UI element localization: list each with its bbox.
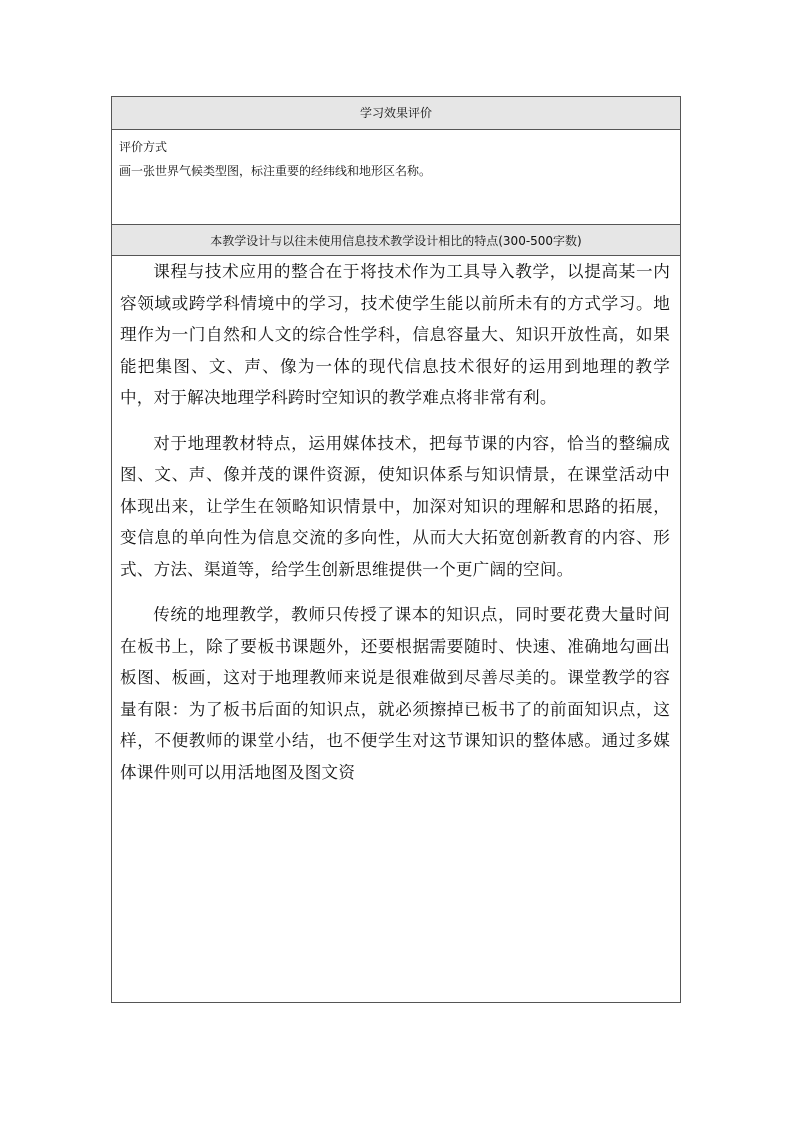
evaluation-method-label: 评价方式	[119, 140, 168, 154]
features-body	[112, 256, 680, 802]
evaluation-cell	[112, 130, 680, 224]
evaluation-method-content: 画一张世界气候类型图，标注重要的经纬线和地形区名称。	[119, 164, 432, 178]
features-paragraph-1: 课程与技术应用的整合在于将技术作为工具导入教学，以提高某一内容领域或跨学科情境中的学习，技术使学生能以前所未有的方式学习。地理作为一门自然和人文的综合性学科，信息容量大、知识开放性高，如果能把集图、文、声、像为一体的现代信息技术很好的运用到地理的教学中，对于解决地理学科跨时空知识的教学难点将非常有利。	[120, 262, 670, 407]
features-paragraph-3: 传统的地理教学，教师只传授了课本的知识点，同时要花费大量时间在板书上，除了要板书课题外，还要根据需要随时、快速、准确地勾画出板图、板画，这对于地理教师来说是很难做到尽善尽美的。课堂教学的容量有限：为了板书后面的知识点，就必须擦掉已板书了的前面知识点，这样，不便教师的课堂小结，也不便学生对这节课知识的整体感。通过多媒体课件则可以用活地图及图文资	[120, 605, 670, 782]
section-header-design-features: 本教学设计与以往未使用信息技术教学设计相比的特点(300-500字数)	[112, 224, 680, 256]
section-header-learning-evaluation: 学习效果评价	[112, 97, 680, 130]
features-paragraph-2: 对于地理教材特点，运用媒体技术，把每节课的内容，恰当的整编成图、文、声、像并茂的课件资源，使知识体系与知识情景，在课堂活动中体现出来，让学生在领略知识情景中，加深对知识的理解和思路的拓展，变信息的单向性为信息交流的多向性，从而大大拓宽创新教育的内容、形式、方法、渠道等，给学生创新思维提供一个更广阔的空间。	[120, 433, 670, 579]
evaluation-table	[111, 96, 681, 1003]
